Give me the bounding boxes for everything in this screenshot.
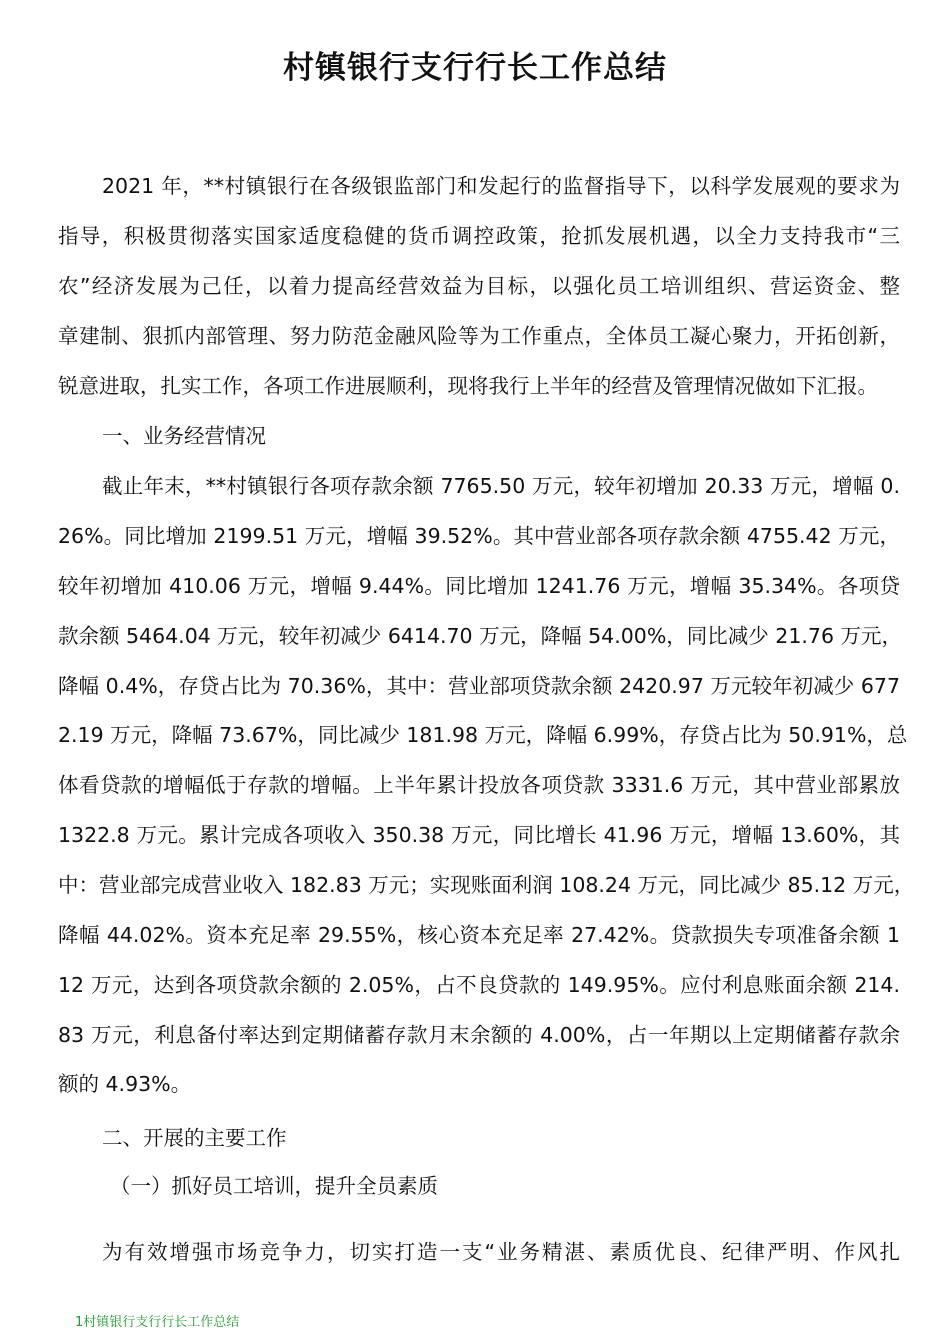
paragraph-line: 83 万元，利息备付率达到定期储蓄存款月末余额的 4.00%，占一年期以上定期储蓄存款余 bbox=[58, 1023, 900, 1047]
page-footer: 1村镇银行支行行长工作总结 bbox=[75, 1315, 240, 1330]
paragraph-line: 农”经济发展为己任，以着力提高经营效益为目标，以强化员工培训组织、营运资金、整 bbox=[58, 274, 900, 298]
paragraph-line: 12 万元，达到各项贷款余额的 2.05%，占不良贷款的 149.95%。应付利息账面余额 214. bbox=[58, 973, 900, 997]
paragraph-line: 锐意进取，扎实工作，各项工作进展顺利，现将我行上半年的经营及管理情况做如下汇报。 bbox=[58, 374, 878, 398]
paragraph-line: 较年初增加 410.06 万元，增幅 9.44%。同比增加 1241.76 万元，增幅 35.34%。各项贷 bbox=[58, 574, 900, 598]
paragraph-line: 2.19 万元，降幅 73.67%，同比减少 181.98 万元，降幅 6.99%，存贷占比为 50.91%，总 bbox=[58, 723, 908, 747]
paragraph-line: 降幅 44.02%。资本充足率 29.55%，核心资本充足率 27.42%。贷款损失专项准备余额 1 bbox=[58, 923, 900, 947]
paragraph-line: 2021 年，**村镇银行在各级银监部门和发起行的监督指导下，以科学发展观的要求为 bbox=[102, 174, 900, 198]
section-heading: 二、开展的主要工作 bbox=[102, 1126, 287, 1150]
subsection-heading: （一）抓好员工培训，提升全员素质 bbox=[110, 1174, 438, 1198]
paragraph-line: 1322.8 万元。累计完成各项收入 350.38 万元，同比增长 41.96 万元，增幅 13.60%，其 bbox=[58, 823, 900, 847]
paragraph-line: 为有效增强市场竞争力，切实打造一支“业务精湛、素质优良、纪律严明、作风扎 bbox=[102, 1240, 900, 1264]
paragraph-line: 指导，积极贯彻落实国家适度稳健的货币调控政策，抢抓发展机遇，以全力支持我市“三 bbox=[58, 224, 900, 248]
paragraph-line: 降幅 0.4%，存贷占比为 70.36%，其中：营业部项贷款余额 2420.97 万元较年初减少 677 bbox=[58, 674, 900, 698]
paragraph-line: 截止年末，**村镇银行各项存款余额 7765.50 万元，较年初增加 20.33 万元，增幅 0. bbox=[102, 474, 900, 498]
paragraph-line: 章建制、狠抓内部管理、努力防范金融风险等为工作重点，全体员工凝心聚力，开拓创新， bbox=[58, 324, 900, 348]
document-title: 村镇银行支行行长工作总结 bbox=[283, 50, 667, 86]
paragraph-line: 体看贷款的增幅低于存款的增幅。上半年累计投放各项贷款 3331.6 万元，其中营业部累放 bbox=[58, 773, 900, 797]
paragraph-line: 26%。同比增加 2199.51 万元，增幅 39.52%。其中营业部各项存款余额 4755.42 万元， bbox=[58, 524, 900, 548]
paragraph-line: 额的 4.93%。 bbox=[58, 1072, 192, 1096]
section-heading: 一、业务经营情况 bbox=[102, 424, 266, 448]
paragraph-line: 款余额 5464.04 万元，较年初减少 6414.70 万元，降幅 54.00%，同比减少 21.76 万元， bbox=[58, 624, 903, 648]
paragraph-line: 中：营业部完成营业收入 182.83 万元；实现账面利润 108.24 万元，同比减少 85.12 万元， bbox=[58, 873, 915, 897]
